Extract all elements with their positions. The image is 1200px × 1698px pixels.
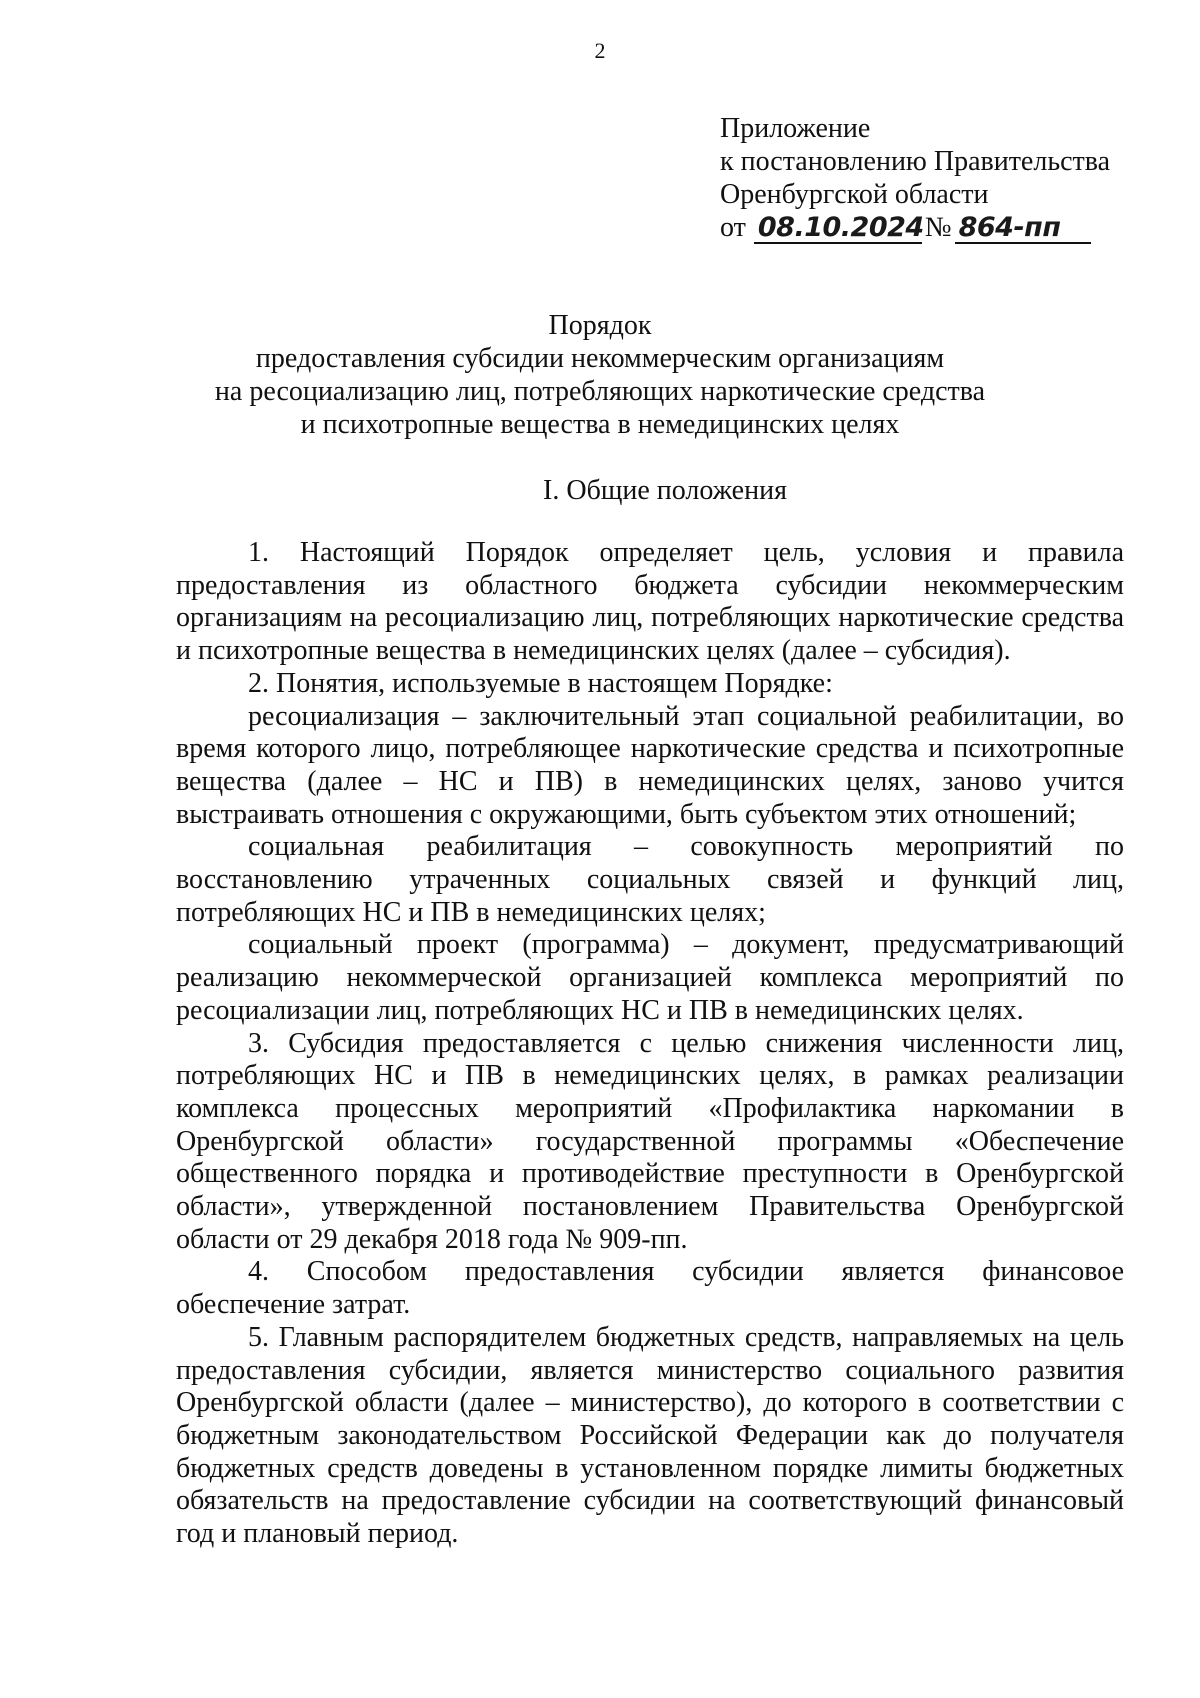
- title-line-1: Порядок: [548, 310, 652, 341]
- title-line-4: и психотропные вещества в немедицинских целях: [300, 409, 900, 440]
- paragraph-social-project: социальный проект (программа) – документ, предусматривающий реализацию некоммерческой организацией комплекса мероприятий по ресоциализации лиц, потребляющих НС и ПВ в немедицинских целях.: [176, 929, 1124, 1026]
- appendix-date-row: [720, 211, 1110, 244]
- title-line-2: предоставления субсидии некоммерческим организациям: [255, 343, 945, 374]
- appendix-line-3: Оренбургской области: [720, 179, 989, 210]
- paragraph-5: 5. Главным распорядителем бюджетных средств, направляемых на цель предоставления субсидии, является министерство социального развития Оренбургской области (далее – министерство), до которого в соответствии с бюджетным законодательством Российской Федерации как до получателя бюджетных средств доведены в установленном порядке лимиты бюджетных обязательств на предоставление субсидии на соответствующий финансовый год и плановый период.: [176, 1321, 1124, 1550]
- handwritten-date: 08.10.2024: [754, 214, 922, 244]
- title-line-3: на ресоциализацию лиц, потребляющих наркотические средства: [214, 376, 986, 407]
- paragraph-4: 4. Способом предоставления субсидии является финансовое обеспечение затрат.: [176, 1256, 1124, 1321]
- document-title: [0, 309, 1200, 441]
- from-label: от: [720, 212, 746, 243]
- appendix-header: [720, 112, 1110, 244]
- paragraph-resocialization: ресоциализация – заключительный этап социальной реабилитации, во время которого лицо, потребляющее наркотические средства и психотропные вещества (далее – НС и ПВ) в немедицинских целях, заново учится выстраивать отношения с окружающими, быть субъектом этих отношений;: [176, 700, 1124, 830]
- number-sign: №: [924, 212, 952, 243]
- handwritten-number: 864-пп: [955, 214, 1091, 244]
- document-body: [176, 537, 1124, 1551]
- paragraph-1: 1. Настоящий Порядок определяет цель, условия и правила предоставления из областного бюджета субсидии некоммерческим организациям на ресоциализацию лиц, потребляющих наркотические средства и психотропные вещества в немедицинских целях (далее – субсидия).: [176, 537, 1124, 667]
- section-heading: I. Общие положения: [543, 475, 787, 506]
- paragraph-2: 2. Понятия, используемые в настоящем Порядке:: [248, 667, 833, 699]
- appendix-line-1: Приложение: [720, 113, 871, 144]
- page-number: 2: [594, 38, 606, 63]
- appendix-line-2: к постановлению Правительства: [720, 146, 1111, 177]
- paragraph-3: 3. Субсидия предоставляется с целью снижения численности лиц, потребляющих НС и ПВ в немедицинских целях, в рамках реализации комплекса процессных мероприятий «Профилактика наркомании в Оренбургской области» государственной программы «Обеспечение общественного порядка и противодействие преступности в Оренбургской области», утвержденной постановлением Правительства Оренбургской области от 29 декабря 2018 года № 909-пп.: [176, 1027, 1124, 1255]
- paragraph-social-rehabilitation: социальная реабилитация – совокупность мероприятий по восстановлению утраченных социальных связей и функций лиц, потребляющих НС и ПВ в немедицинских целях;: [176, 831, 1124, 928]
